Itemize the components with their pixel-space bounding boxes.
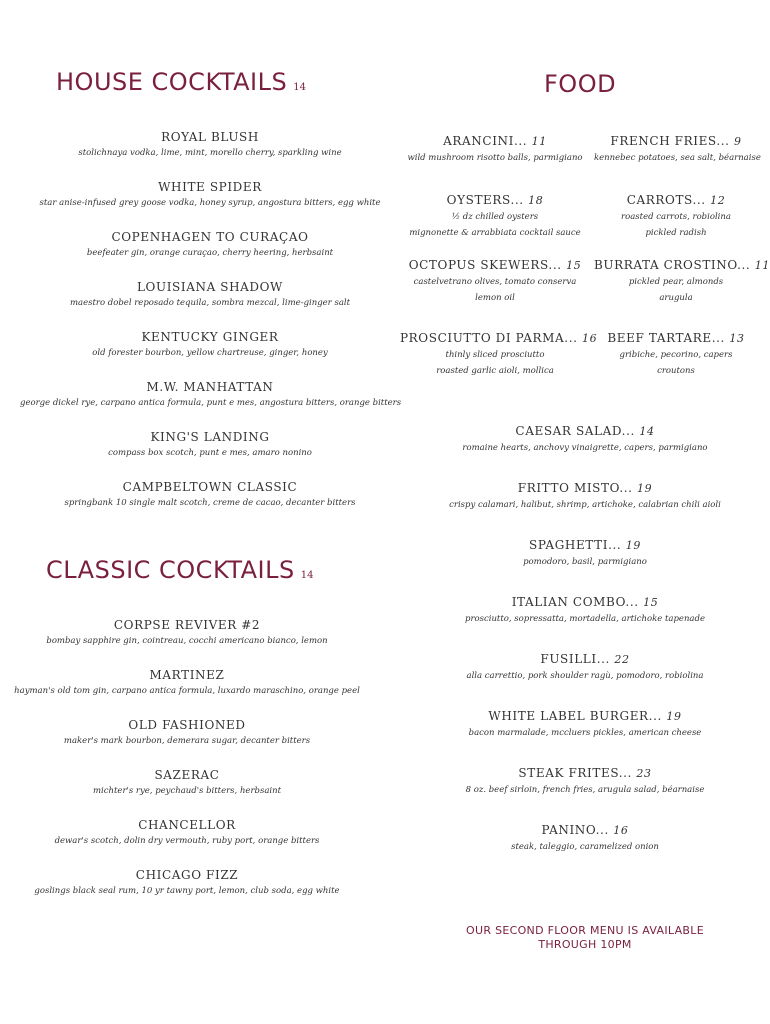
list-item: BEEF TARTARE... 13 gribiche, pecorino, capers croutons bbox=[607, 331, 745, 376]
house-cocktails-heading bbox=[56, 68, 306, 96]
list-item: PANINO... 16 steak, taleggio, caramelized onion bbox=[511, 823, 659, 852]
list-item: LOUISIANA SHADOW maestro dobel reposado tequila, sombra mezcal, lime-ginger salt bbox=[69, 280, 351, 308]
list-item: CHANCELLOR dewar's scotch, dolin dry vermouth, ruby port, orange bitters bbox=[54, 818, 320, 846]
classic-cocktails-title: CLASSIC COCKTAILS bbox=[46, 556, 295, 584]
house-cocktails-title: HOUSE COCKTAILS bbox=[56, 68, 288, 96]
list-item: COPENHAGEN TO CURAÇAO beefeater gin, orange curaçao, cherry heering, herbsaint bbox=[86, 230, 334, 258]
food-heading bbox=[544, 70, 616, 98]
food-title: FOOD bbox=[544, 70, 617, 98]
classic-cocktails-price: 14 bbox=[300, 570, 314, 581]
list-item: OCTOPUS SKEWERS... 15 castelvetrano olives, tomato conserva lemon oil bbox=[408, 258, 582, 303]
list-item: KENTUCKY GINGER old forester bourbon, yellow chartreuse, ginger, honey bbox=[92, 330, 328, 358]
list-item: BURRATA CROSTINO... 11 pickled pear, almonds arugula bbox=[594, 258, 770, 303]
list-item: M.W. MANHATTAN george dickel rye, carpano antica formula, punt e mes, angostura bitters, orange bitters bbox=[20, 380, 402, 408]
list-item: CAESAR SALAD... 14 romaine hearts, anchovy vinaigrette, capers, parmigiano bbox=[462, 424, 708, 453]
list-item: PROSCIUTTO DI PARMA... 16 thinly sliced prosciutto roasted garlic aioli, mollica bbox=[400, 331, 598, 376]
house-cocktails-price: 14 bbox=[293, 82, 306, 93]
list-item: ROYAL BLUSH stolichnaya vodka, lime, mint, morello cherry, sparkling wine bbox=[78, 130, 342, 158]
list-item: KING'S LANDING compass box scotch, punt e mes, amaro nonino bbox=[108, 430, 312, 458]
list-item: CAMPBELTOWN CLASSIC springbank 10 single malt scotch, creme de cacao, decanter bitters bbox=[64, 480, 356, 508]
second-floor-menu-note bbox=[440, 924, 730, 952]
list-item: FUSILLI... 22 alla carrettio, pork shoulder ragù, pomodoro, robiolina bbox=[466, 652, 704, 681]
list-item: FRENCH FRIES... 9 kennebec potatoes, sea salt, béarnaise bbox=[594, 134, 761, 163]
classic-cocktails-heading bbox=[46, 556, 313, 584]
food-center-list bbox=[440, 423, 730, 855]
food-left-column bbox=[400, 133, 598, 379]
list-item: FRITTO MISTO... 19 crispy calamari, halibut, shrimp, artichoke, calabrian chili aioli bbox=[449, 481, 721, 510]
list-item: SAZERAC michter's rye, peychaud's bitters, herbsaint bbox=[92, 768, 281, 796]
list-item: ITALIAN COMBO... 15 prosciutto, sopressatta, mortadella, artichoke tapenade bbox=[465, 595, 705, 624]
list-item: OYSTERS... 18 ½ dz chilled oysters mignonette & arrabbiata cocktail sauce bbox=[409, 193, 581, 238]
list-item: MARTINEZ hayman's old tom gin, carpano antica formula, luxardo maraschino, orange peel bbox=[14, 668, 360, 696]
list-item: WHITE LABEL BURGER... 19 bacon marmalade, mccluers pickles, american cheese bbox=[468, 709, 702, 738]
food-right-column bbox=[594, 133, 770, 379]
list-item: ARANCINI... 11 wild mushroom risotto balls, parmigiano bbox=[407, 134, 583, 163]
list-item: OLD FASHIONED maker's mark bourbon, demerara sugar, decanter bitters bbox=[63, 718, 311, 746]
list-item: SPAGHETTI... 19 pomodoro, basil, parmigiano bbox=[523, 538, 647, 567]
classic-cocktails-list bbox=[2, 617, 372, 899]
note-line-2: THROUGH 10PM bbox=[538, 938, 632, 951]
list-item: CARROTS... 12 roasted carrots, robiolina pickled radish bbox=[621, 193, 731, 238]
house-cocktails-list bbox=[20, 129, 400, 511]
list-item: WHITE SPIDER star anise-infused grey goose vodka, honey syrup, angostura bitters, egg white bbox=[39, 180, 381, 208]
list-item: CHICAGO FIZZ goslings black seal rum, 10 yr tawny port, lemon, club soda, egg white bbox=[34, 868, 340, 896]
list-item: STEAK FRITES... 23 8 oz. beef sirloin, french fries, arugula salad, béarnaise bbox=[465, 766, 705, 795]
list-item: CORPSE REVIVER #2 bombay sapphire gin, cointreau, cocchi americano bianco, lemon bbox=[46, 618, 328, 646]
note-line-1: OUR SECOND FLOOR MENU IS AVAILABLE bbox=[466, 924, 704, 937]
